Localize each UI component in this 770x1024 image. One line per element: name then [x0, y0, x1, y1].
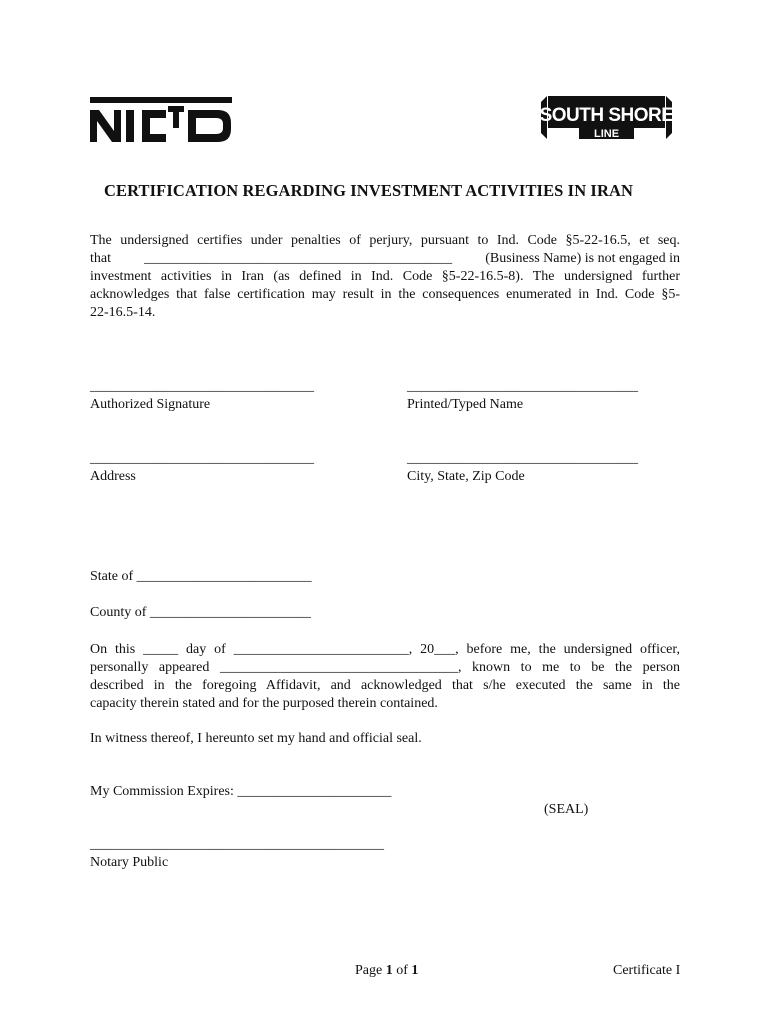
para-line-3: investment activities in Iran (as defined in Ind. Code §5-22-16.5-8). The undersigned further — [90, 269, 680, 284]
authorized-signature-line[interactable]: ________________________________ — [90, 379, 314, 394]
authorized-signature-label: Authorized Signature — [90, 397, 211, 412]
para-line-5: 22-16.5-14. — [90, 305, 156, 320]
capacity-line: capacity therein stated and for the purposed therein contained. — [90, 696, 438, 711]
county-of-field[interactable]: County of _______________________ — [90, 605, 311, 620]
south-shore-text: SOUTH SHORE — [541, 105, 672, 126]
printed-name-label: Printed/Typed Name — [407, 397, 524, 412]
document-title: CERTIFICATION REGARDING INVESTMENT ACTIVITIES IN IRAN — [104, 181, 634, 200]
certification-paragraph — [90, 232, 680, 322]
city-state-zip-label: City, State, Zip Code — [407, 469, 525, 484]
address-line[interactable]: ________________________________ — [90, 451, 314, 466]
page-current: 1 — [385, 963, 393, 978]
page-prefix: Page — [355, 963, 383, 978]
notary-public-label: Notary Public — [90, 855, 169, 870]
para-line-4: acknowledges that false certification may result in the consequences enumerated in Ind. Code §5- — [90, 287, 680, 302]
personally-appeared-line[interactable]: personally appeared __________________________________, known to me to be the person — [90, 660, 680, 675]
that-text: that — [90, 251, 111, 266]
printed-name-line[interactable]: _________________________________ — [407, 379, 638, 394]
described-line: described in the foregoing Affidavit, and acknowledged that s/he executed the same in the — [90, 678, 680, 693]
on-this-day-line[interactable]: On this _____ day of _________________________, 20___, before me, the undersigned officer, — [90, 642, 680, 657]
city-state-zip-line[interactable]: _________________________________ — [407, 451, 638, 466]
witness-statement: In witness thereof, I hereunto set my hand and official seal. — [90, 731, 422, 746]
page-total: 1 — [411, 963, 419, 978]
business-name-blank[interactable]: ____________________________________________ — [144, 251, 453, 266]
south-shore-line-logo — [541, 94, 672, 141]
para-line-2 — [90, 250, 680, 268]
page-number — [355, 963, 418, 979]
notary-acknowledgment-paragraph — [90, 641, 680, 713]
nictd-logo — [90, 97, 232, 144]
business-name-label: (Business Name) is not engaged in — [485, 251, 680, 266]
page-of: of — [396, 963, 408, 978]
certificate-label: Certificate I — [613, 963, 681, 978]
state-of-field[interactable]: State of _________________________ — [90, 569, 312, 584]
para-line-1: The undersigned certifies under penalties of perjury, pursuant to Ind. Code §5-22-16.5, et seq. — [90, 233, 680, 248]
address-label: Address — [90, 469, 136, 484]
seal-label: (SEAL) — [544, 802, 589, 817]
notary-signature-line[interactable]: __________________________________________ — [90, 837, 384, 852]
line-text: LINE — [593, 128, 620, 140]
commission-expires-field[interactable]: My Commission Expires: ______________________ — [90, 784, 392, 799]
